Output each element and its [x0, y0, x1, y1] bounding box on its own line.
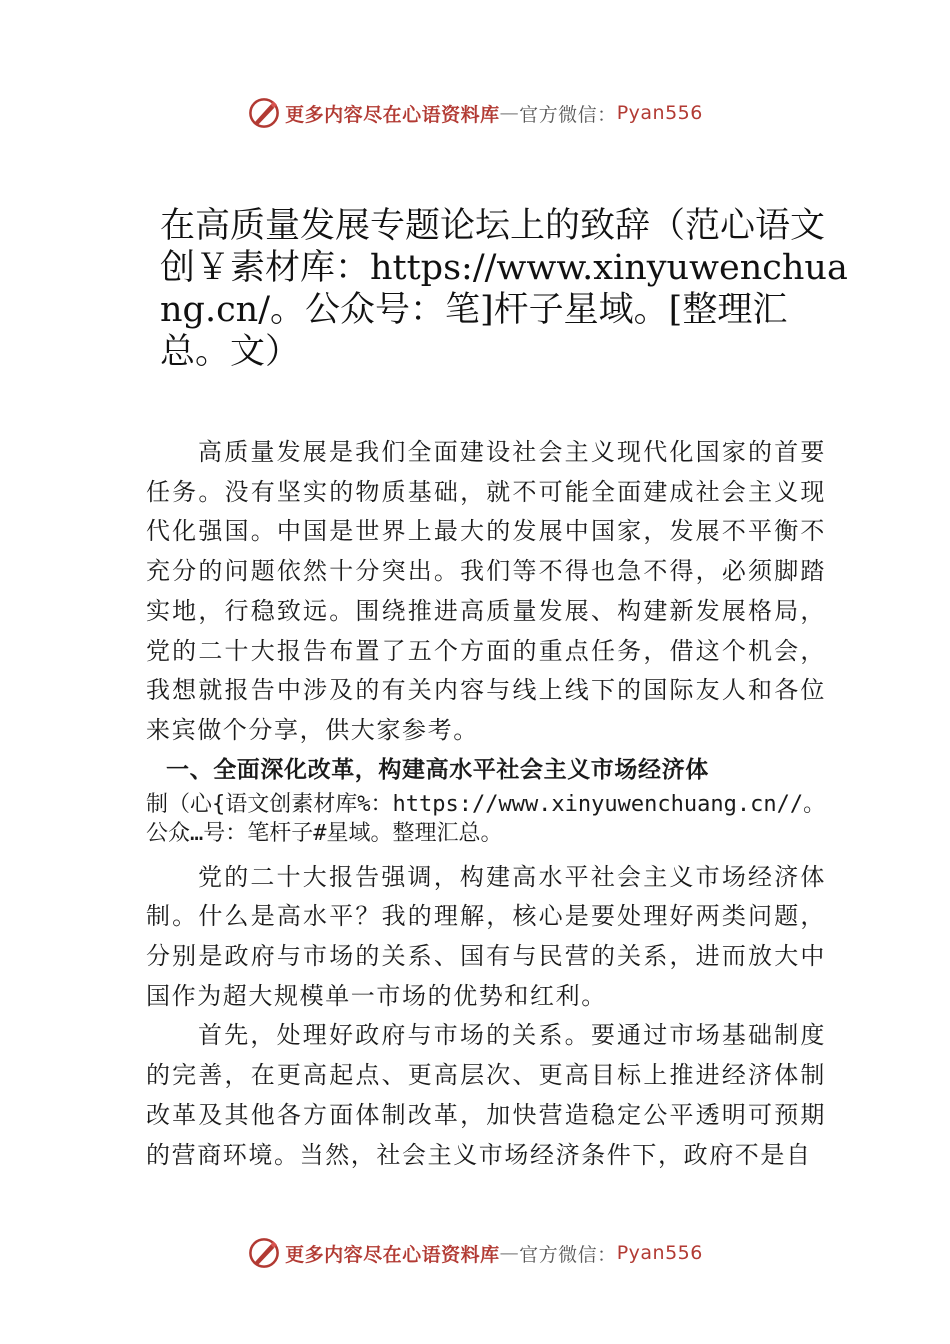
banner-label: 官方微信： [519, 1243, 617, 1266]
footer-banner [0, 1233, 950, 1273]
section-heading-continuation: 制（心{语文创素材库%：https://www.xinyuwenchuang.cn//。公众…号：笔杆子#星域。整理汇总。 [146, 791, 826, 846]
banner-wechat-id: Pyan556 [616, 1242, 703, 1264]
section-heading: 一、全面深化改革，构建高水平社会主义市场经济体 [166, 756, 709, 783]
intro-paragraph: 高质量发展是我们全面建设社会主义现代化国家的首要任务。没有坚实的物质基础，就不可能全面建成社会主义现代化强国。中国是世界上最大的发展中国家，发展不平衡不充分的问题依然十分突出。我们等不得也急不得，必须脚踏实地，行稳致远。围绕推进高质量发展、构建新发展格局，党的二十大报告布置了五个方面的重点任务，借这个机会，我想就报告中涉及的有关内容与线上线下的国际友人和各位来宾做个分享，供大家参考。 [146, 438, 826, 744]
document-body [146, 433, 826, 1175]
document-title: 在高质量发展专题论坛上的致辞（范心语文创￥素材库：https://www.xinyuwenchuang.cn/。公众号：笔]杆子星域。[整理汇总。文） [160, 206, 848, 372]
header-banner [0, 93, 950, 133]
pen-logo-icon [247, 96, 281, 130]
body-paragraph: 党的二十大报告强调，构建高水平社会主义市场经济体制。什么是高水平？我的理解，核心是要处理好两类问题，分别是政府与市场的关系、国有与民营的关系，进而放大中国作为超大规模单一市场的优势和红利。 [146, 862, 826, 1010]
banner-dash: — [499, 102, 520, 124]
banner-label: 官方微信： [519, 103, 617, 126]
banner-wechat-id: Pyan556 [616, 102, 703, 124]
pen-logo-icon [247, 1236, 281, 1270]
body-paragraph: 首先，处理好政府与市场的关系。要通过市场基础制度的完善，在更高起点、更高层次、更高目标上推进经济体制改革及其他各方面体制改革，加快营造稳定公平透明可预期的营商环境。当然，社会主义市场经济条件下，政府不是自 [146, 1021, 826, 1169]
banner-main-text: 更多内容尽在心语资料库 [285, 1243, 500, 1266]
banner-dash: — [499, 1242, 520, 1264]
banner-main-text: 更多内容尽在心语资料库 [285, 103, 500, 126]
